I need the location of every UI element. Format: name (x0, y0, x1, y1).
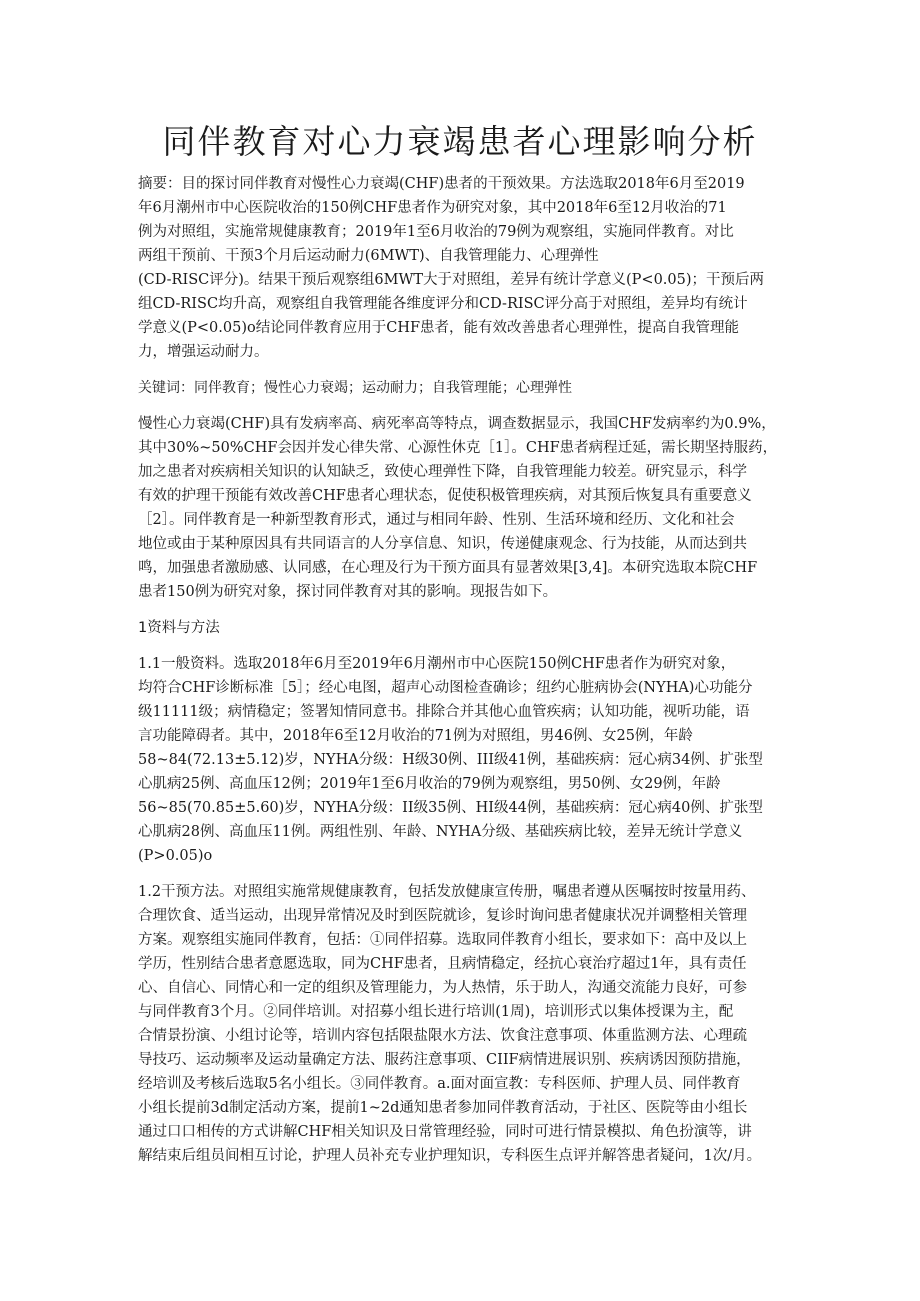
s12-line: 1.2干预方法。对照组实施常规健康教育，包括发放健康宣传册，嘱患者遵从医嘱按时按量用药、 (138, 884, 756, 900)
s12-line: 导技巧、运动频率及运动量确定方法、服药注意事项、CIIF病情进展识别、疾病诱因预防措施， (138, 1052, 751, 1068)
s12-line: 经培训及考核后选取5名小组长。③同伴教育。a.面对面宣教：专科医师、护理人员、同伴教育 (138, 1076, 741, 1092)
abstract-line: 摘要：目的探讨同伴教育对慢性心力衰竭(CHF)患者的干预效果。方法选取2018年6月至2019 (138, 176, 745, 192)
s12-line: 通过口口相传的方式讲解CHF相关知识及日常管理经验，同时可进行情景模拟、角色扮演等，讲 (138, 1124, 752, 1140)
s11-line: 58~84(72.13±5.12)岁，NYHA分级：H级30例、III级41例，基础疾病：冠心病34例、扩张型 (138, 752, 763, 768)
intro-line: 有效的护理干预能有效改善CHF患者心理状态，促使积极管理疾病，对其预后恢复具有重要意义 (138, 488, 752, 504)
s11-line: 心肌病25例、高血压12例；2019年1至6月收治的79例为观察组，男50例、女29例，年龄 (138, 776, 721, 792)
abstract-line: 组CD-RISC均升高，观察组自我管理能各维度评分和CD-RISC评分高于对照组，差异均有统计 (138, 296, 748, 312)
abstract-line: 学意义(P<0.05)o结论同伴教育应用于CHF患者，能有效改善患者心理弹性，提高自我管理能 (138, 320, 740, 336)
keywords (138, 376, 788, 400)
s12-line: 小组长提前3d制定活动方案，提前1~2d通知患者参加同伴教育活动，于社区、医院等由小组长 (138, 1100, 748, 1116)
intro-line: 患者150例为研究对象，探讨同伴教育对其的影响。现报告如下。 (138, 584, 558, 600)
introduction (138, 412, 788, 604)
intro-line: 鸣，加强患者激励感、认同感，在心理及行为干预方面具有显著效果[3,4]。本研究选取本院CHF (138, 560, 758, 576)
keywords-label: 关键词： (138, 380, 194, 396)
intro-line: ［2］。同伴教育是一种新型教育形式，通过与相同年龄、性别、生活环境和经历、文化和社会 (138, 512, 735, 528)
s11-line: 级11111级；病情稳定；签署知情同意书。排除合并其他心血管疾病；认知功能，视听功能，语 (138, 704, 750, 720)
abstract (138, 172, 788, 364)
intro-line: 地位或由于某种原因具有共同语言的人分享信息、知识，传递健康观念、行为技能，从而达到共 (138, 536, 747, 552)
s11-line: (P>0.05)o (138, 848, 213, 864)
abstract-line: 力，增强运动耐力。 (138, 344, 269, 360)
s12-line: 方案。观察组实施同伴教育，包括：①同伴招募。选取同伴教育小组长，要求如下：高中及以上 (138, 932, 747, 948)
section-1-1 (138, 652, 788, 868)
section-heading-materials-methods: 1资料与方法 (138, 620, 220, 636)
s11-line: 言功能障碍者。其中，2018年6至12月收治的71例为对照组，男46例、女25例，年龄 (138, 728, 693, 744)
s12-line: 与同伴教育3个月。②同伴培训。对招募小组长进行培训(1周)，培训形式以集体授课为主，配 (138, 1004, 734, 1020)
intro-line: 慢性心力衰竭(CHF)具有发病率高、病死率高等特点，调查数据显示，我国CHF发病率约为0.9%， (138, 416, 776, 432)
s11-line: 1.1一般资料。选取2018年6月至2019年6月潮州市中心医院150例CHF患者作为研究对象， (138, 656, 736, 672)
abstract-line: 两组干预前、干预3个月后运动耐力(6MWT)、自我管理能力、心理弹性 (138, 248, 599, 264)
intro-line: 其中30%~50%CHF会因并发心律失常、心源性休克［1］。CHF患者病程迁延，需长期坚持服药， (138, 440, 778, 456)
paper-body (138, 172, 788, 1168)
s11-line: 56~85(70.85±5.60)岁，NYHA分级：II级35例、HI级44例，基础疾病：冠心病40例、扩张型 (138, 800, 763, 816)
s11-line: 均符合CHF诊断标准［5］；经心电图，超声心动图检查确诊；纽约心脏病协会(NYHA)心功能分 (138, 680, 753, 696)
s12-line: 学历，性别结合患者意愿选取，同为CHF患者，且病情稳定，经抗心衰治疗超过1年，具有责任 (138, 956, 747, 972)
abstract-line: 年6月潮州市中心医院收治的150例CHF患者作为研究对象，其中2018年6至12月收治的71 (138, 200, 727, 216)
abstract-line: (CD-RISC评分)。结果干预后观察组6MWT大于对照组，差异有统计学意义(P<0.05)；干预后两 (138, 272, 765, 288)
paper-title: 同伴教育对心力衰竭患者心理影响分析 (162, 122, 758, 161)
s12-line: 心、自信心、同情心和一定的组织及管理能力，为人热情，乐于助人，沟通交流能力良好，可参 (138, 980, 747, 996)
s11-line: 心肌病28例、高血压11例。两组性别、年龄、NYHA分级、基础疾病比较，差异无统计学意义 (138, 824, 743, 840)
intro-line: 加之患者对疾病相关知识的认知缺乏，致使心理弹性下降，自我管理能力较差。研究显示，科学 (138, 464, 747, 480)
s12-line: 解结束后组员间相互讨论，护理人员补充专业护理知识，专科医生点评并解答患者疑问，1次/月。 (138, 1148, 762, 1164)
keywords-text: 同伴教育；慢性心力衰竭；运动耐力；自我管理能；心理弹性 (194, 380, 572, 396)
s12-line: 合理饮食、适当运动，出现异常情况及时到医院就诊，复诊时询问患者健康状况并调整相关管理 (138, 908, 747, 924)
section-1-2 (138, 880, 788, 1168)
s12-line: 合情景扮演、小组讨论等，培训内容包括限盐限水方法、饮食注意事项、体重监测方法、心理疏 (138, 1028, 747, 1044)
abstract-line: 例为对照组，实施常规健康教育；2019年1至6月收治的79例为观察组，实施同伴教育。对比 (138, 224, 734, 240)
